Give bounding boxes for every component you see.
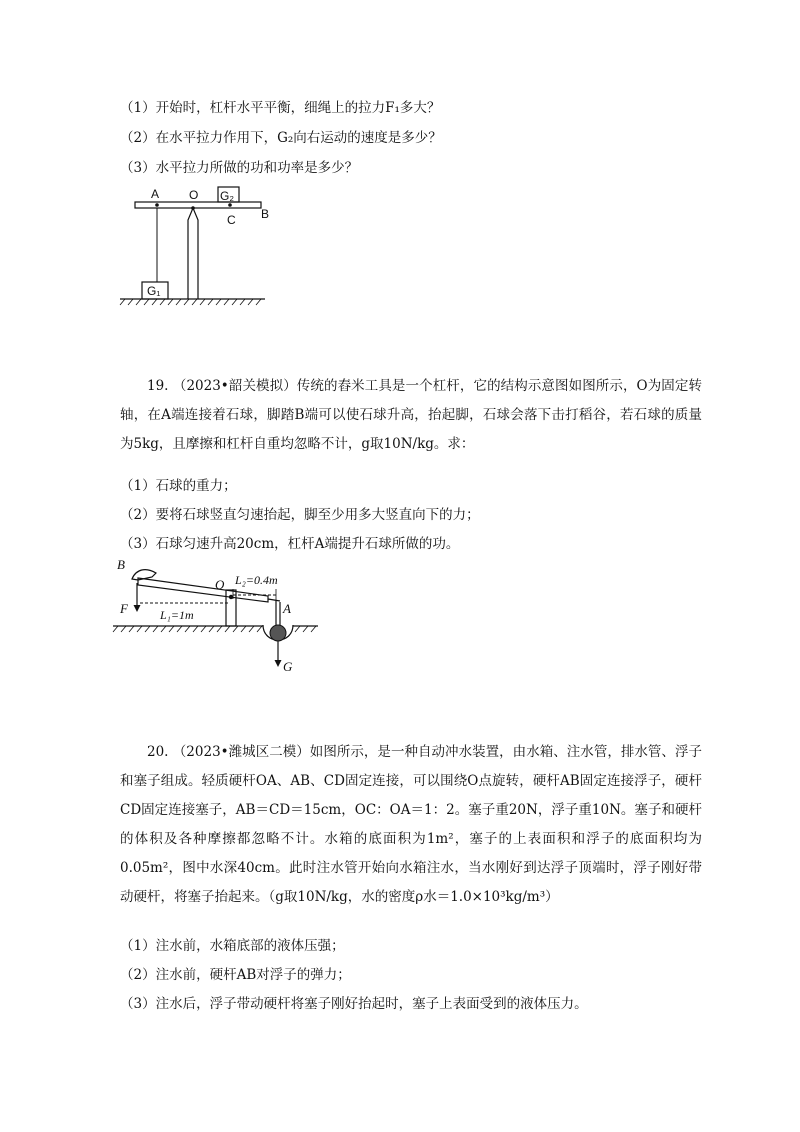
label-g2: G₂	[220, 189, 234, 203]
force-g-arrow	[275, 660, 282, 667]
label-a: A	[151, 187, 160, 201]
stone-ball	[270, 625, 286, 641]
q19-pestle-figure	[108, 553, 323, 683]
label-b: B	[261, 207, 270, 221]
label-o: O	[189, 188, 199, 202]
q19-sub3: （3）石球匀速升高20cm，杠杆A端提升石球所做的功。	[120, 536, 460, 552]
label-f: F	[120, 601, 128, 616]
q19-sub1: （1）石球的重力；	[120, 478, 237, 494]
beam-right	[268, 599, 280, 601]
q20-sub2: （2）注水前，硬杆AB对浮子的弹力；	[120, 967, 351, 983]
q20-sub1: （1）注水前，水箱底部的液体压强；	[120, 938, 345, 954]
label-l2: L₂=0.4m	[235, 573, 278, 587]
lever-bar	[135, 202, 261, 208]
pivot-o	[229, 595, 233, 599]
label-l1: L₁=1m	[160, 608, 194, 622]
foot-pedal	[132, 570, 156, 580]
q19-sub2: （2）要将石球竖直匀速抬起，脚至少用多大竖直向下的力；	[120, 507, 480, 523]
q20-stem: 20. （2023•潍城区二模）如图所示，是一种自动冲水装置，由水箱、注水管，排水管、浮子和塞子组成。轻质硬杆OA、AB、CD固定连接，可以围绕O点旋转，硬杆AB固定连接浮子，硬杆CD固定连接塞子，AB＝CD＝15cm，OC：OA＝1：2。塞子重20N，浮子重10N。塞子和硬杆的体积及各种摩擦都忽略不计。水箱的底面积为1m²，塞子的上表面积和浮子的底面积均为0.05m²，图中水深40cm。此时注水管开始向水箱注水，当水刚好到达浮子顶端时，浮子刚好带动硬杆，将塞子抬起来。（g取10N/kg，水的密度ρ水＝1.0×10³kg/m³）	[120, 744, 702, 905]
label-c: C	[227, 213, 236, 227]
label-a: A	[283, 601, 291, 616]
point-c	[228, 203, 232, 207]
q18-sub2: （2）在水平拉力作用下，G₂向右运动的速度是多少？	[120, 130, 442, 146]
force-f-arrow	[134, 605, 141, 612]
label-o: O	[215, 577, 225, 592]
label-g1: G₁	[147, 284, 161, 298]
point-a	[155, 203, 159, 207]
q20-sub3: （3）注水后，浮子带动硬杆将塞子刚好抬起时，塞子上表面受到的液体压力。	[120, 996, 588, 1012]
q19-stem: 19. （2023•韶关模拟）传统的舂米工具是一个杠杆，它的结构示意图如图所示，O为固定转轴，在A端连接着石球，脚踏B端可以使石球升高，抬起脚，石球会落下击打稻谷，若石球的质量为5kg，且摩擦和杠杆自重均忽略不计，g取10N/kg。求：	[120, 378, 702, 452]
label-g: G	[283, 659, 293, 674]
q18-sub3: （3）水平拉力所做的功和功率是多少？	[120, 160, 359, 176]
q18-lever-figure	[115, 182, 285, 312]
q18-sub1: （1）开始时，杠杆水平平衡，细绳上的拉力F₁多大？	[120, 100, 441, 116]
pillar	[188, 208, 198, 299]
label-b: B	[117, 557, 125, 572]
